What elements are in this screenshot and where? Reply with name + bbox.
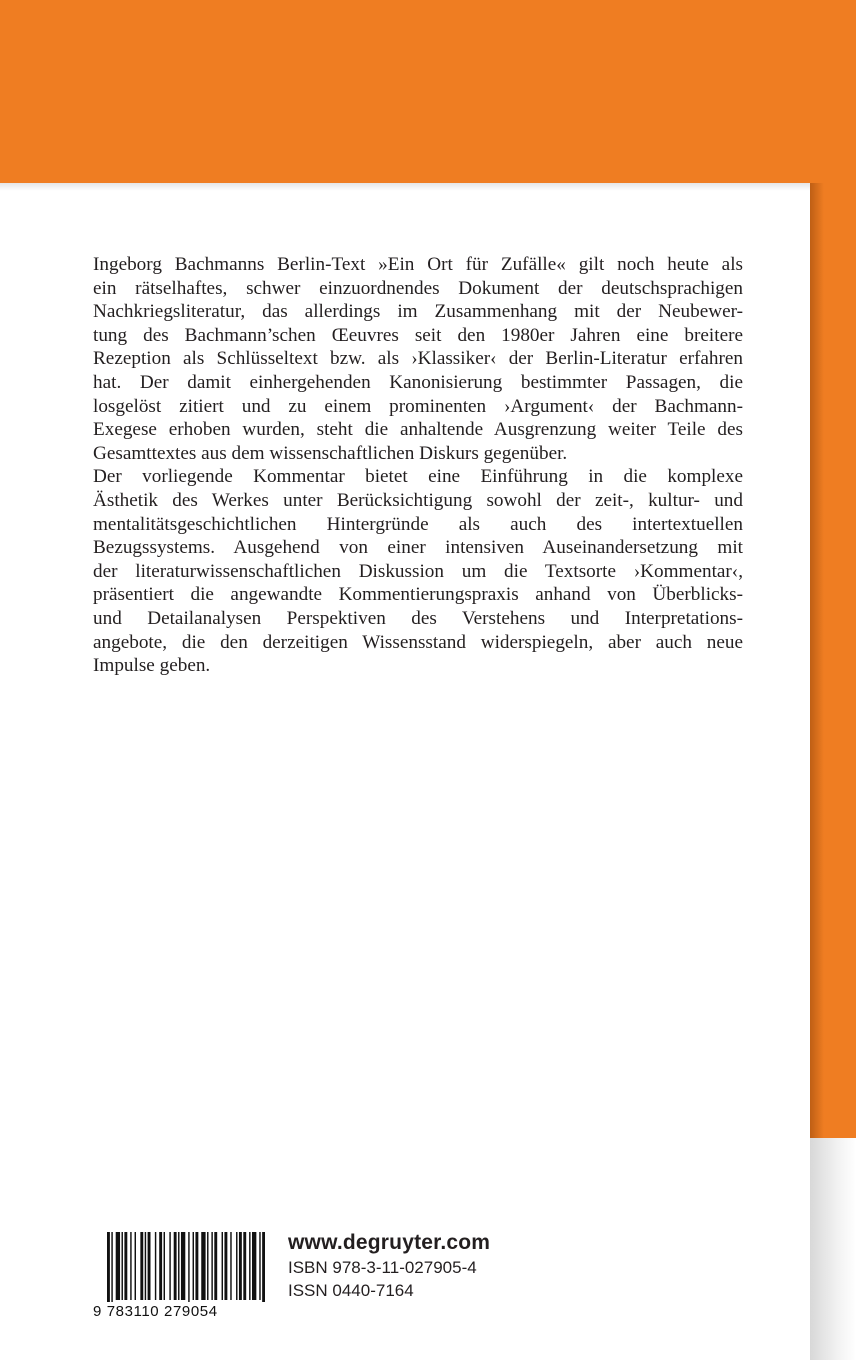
barcode-bar <box>249 1232 250 1300</box>
barcode-bar <box>155 1232 156 1300</box>
barcode-bar <box>178 1232 179 1300</box>
barcode-bar <box>222 1232 223 1300</box>
blurb-line: Der vorliegende Kommentar bietet eine Einführung in die komplexe <box>93 466 743 488</box>
barcode-bar <box>140 1232 143 1300</box>
blurb-line: Impulse geben. <box>93 655 211 677</box>
barcode-bar <box>211 1232 212 1300</box>
barcode-bar <box>111 1232 112 1302</box>
barcode-bar <box>107 1232 110 1302</box>
barcode-bar <box>116 1232 120 1300</box>
blurb-line: Gesamttextes aus dem wissenschaftlichen Diskurs gegenüber. <box>93 442 568 464</box>
barcode-bar <box>224 1232 227 1300</box>
blurb-line: tung des Bachmann’schen Œeuvres seit den 1980er Jahren eine breitere <box>93 324 743 346</box>
issn-number: ISSN 0440-7164 <box>288 1281 414 1300</box>
barcode-bar <box>239 1232 242 1300</box>
barcode-bar <box>195 1232 198 1300</box>
barcode-bar <box>214 1232 217 1300</box>
barcode-bar <box>122 1232 123 1300</box>
barcode-bar <box>148 1232 151 1300</box>
barcode-bar <box>124 1232 127 1300</box>
blurb-line: mentalitätsgeschichtlichen Hintergründe als auch des intertextuellen <box>93 513 743 535</box>
barcode-bar <box>174 1232 177 1300</box>
barcode-bar <box>243 1232 246 1300</box>
blurb-line: Ingeborg Bachmanns Berlin-Text »Ein Ort für Zufälle« gilt noch heute als <box>93 254 743 275</box>
barcode-bar <box>259 1232 260 1300</box>
barcode-bar <box>262 1232 265 1302</box>
publisher-url[interactable]: www.degruyter.com <box>288 1231 491 1254</box>
blurb-line: ein rätselhaftes, schwer einzuordnendes Dokument der deutschsprachigen <box>93 277 743 299</box>
blurb-line: hat. Der damit einhergehenden Kanonisierung bestimmter Passagen, die <box>93 371 743 393</box>
barcode-bar <box>207 1232 208 1300</box>
blurb-line: und Detailanalysen Perspektiven des Verstehens und Interpretations- <box>93 607 743 629</box>
barcode-bar <box>193 1232 194 1300</box>
back-cover-blurb <box>93 253 743 678</box>
barcode-bar <box>164 1232 165 1300</box>
isbn-number: ISBN 978-3-11-027905-4 <box>288 1258 477 1277</box>
blurb-line: Rezeption als Schlüsseltext bzw. als ›Klassiker‹ der Berlin-Literatur erfahren <box>93 348 743 370</box>
barcode-bar <box>130 1232 131 1300</box>
barcode-bars <box>93 1232 265 1302</box>
cover-edge <box>810 1138 856 1360</box>
panel-top-shadow <box>0 183 810 191</box>
barcode-bar <box>201 1232 205 1300</box>
barcode-bar <box>135 1232 136 1300</box>
blurb-line: losgelöst zitiert und zu einem prominenten ›Argument‹ der Bachmann- <box>93 395 743 417</box>
blurb-line: präsentiert die angewandte Kommentierungspraxis anhand von Überblicks- <box>93 584 743 606</box>
blurb-line: Ästhetik des Werkes unter Berücksichtigung sowohl der zeit-, kultur- und <box>93 489 743 511</box>
cover-top-band <box>0 0 856 183</box>
barcode-digits: 9 783110 279054 <box>93 1303 218 1320</box>
blurb-line: Exegese erhoben wurden, steht die anhaltende Ausgrenzung weiter Teile des <box>93 419 743 441</box>
barcode-bar <box>236 1232 237 1300</box>
barcode-bar <box>230 1232 231 1300</box>
blurb-line: Bezugssystems. Ausgehend von einer intensiven Auseinandersetzung mit <box>93 537 743 559</box>
barcode-bar <box>188 1232 189 1302</box>
blurb-line: der literaturwissenschaftlichen Diskussion um die Textsorte ›Kommentar‹, <box>93 560 743 582</box>
blurb-line: Nachkriegsliteratur, das allerdings im Zusammenhang mit der Neubewer- <box>93 301 743 323</box>
barcode-bar <box>252 1232 256 1300</box>
barcode-bar <box>159 1232 162 1300</box>
isbn-barcode <box>93 1232 265 1322</box>
blurb-line: angebote, die den derzeitigen Wissensstand widerspiegeln, aber auch neue <box>93 631 743 653</box>
barcode-bar <box>145 1232 146 1300</box>
barcode-bar <box>181 1232 185 1300</box>
panel-shadow <box>810 183 824 1138</box>
barcode-bar <box>169 1232 170 1300</box>
publisher-info <box>288 1230 490 1302</box>
